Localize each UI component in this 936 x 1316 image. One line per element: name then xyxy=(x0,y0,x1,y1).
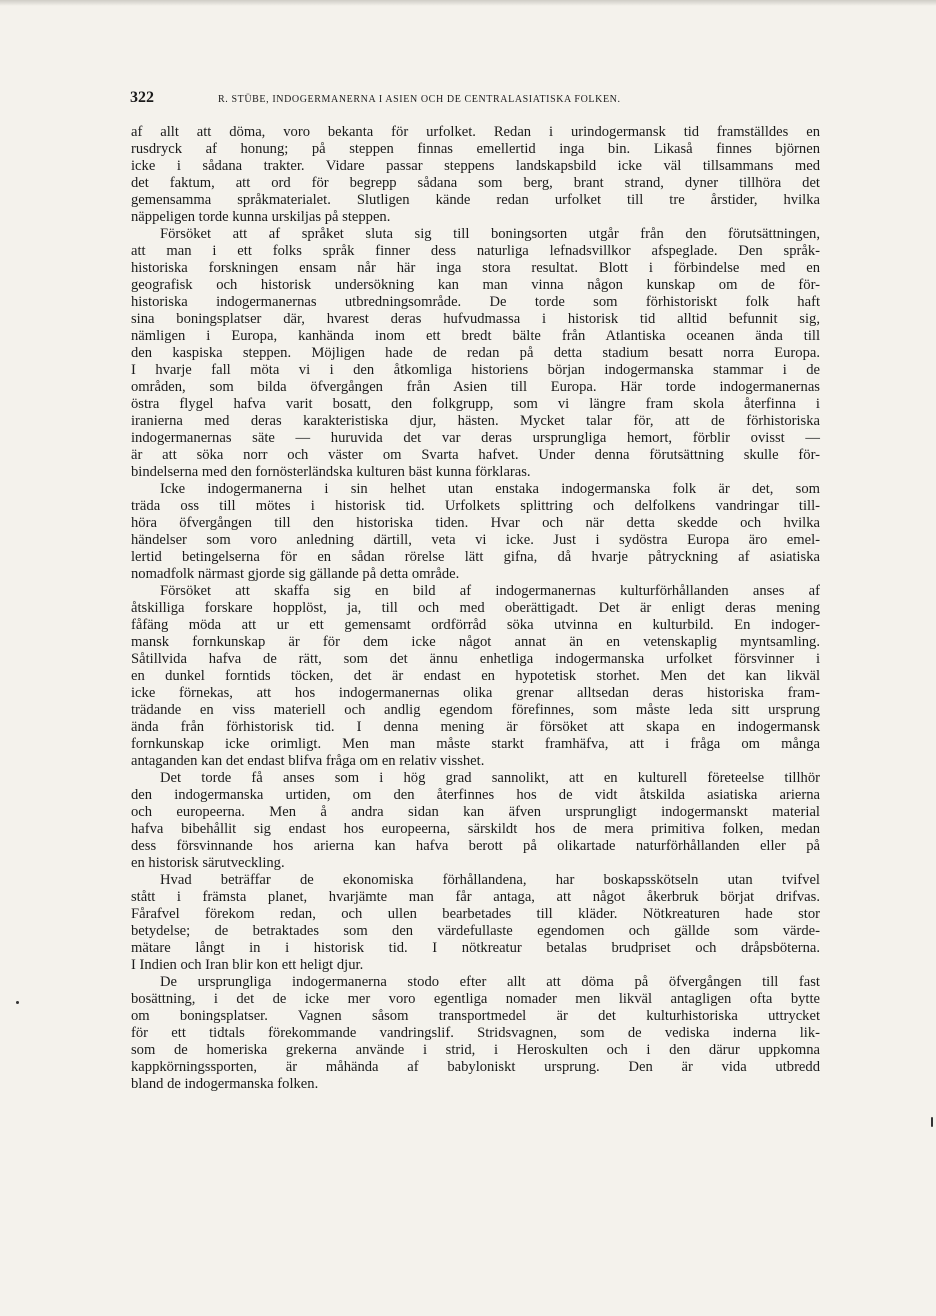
text-line: och europeerna. Men å andra sidan kan äfven ursprungligt indogermanskt material xyxy=(131,804,820,820)
text-line: fornkunskap icke orimligt. Men man måste starkt framhäfva, att i fråga om många xyxy=(131,736,820,752)
text-line: icke förnekas, att hos indogermanernas olika grenar alltsedan deras historiska fram- xyxy=(131,685,820,701)
text-line: antaganden kan det endast blifva fråga om en relativ visshet. xyxy=(131,753,485,769)
text-line: icke i sådana trakter. Vidare passar steppens landskapsbild icke väl tillsammans med xyxy=(131,158,820,174)
text-line: åtskilliga forskare hopplöst, ja, till och med oberättigadt. Det är enligt deras mening xyxy=(131,600,820,616)
text-line: som de homeriska grekerna använde i strid, i Heroskulten och i den därur uppkomna xyxy=(131,1042,820,1058)
running-head: R. STÜBE, INDOGERMANERNA I ASIEN OCH DE CENTRALASIATISKA FOLKEN. xyxy=(218,94,621,105)
text-line: sina boningsplatser där, hvarest deras hufvudmassa i historisk tid alltid befunnit sig, xyxy=(131,311,820,327)
text-line: Hvad beträffar de ekonomiska förhållandena, har boskapsskötseln utan tvifvel xyxy=(160,872,820,888)
text-line: De ursprungliga indogermanerna stodo efter allt att döma på öfvergången till fast xyxy=(160,974,820,990)
text-line: Försöket att af språket sluta sig till boningsorten utgår från den förutsättningen, xyxy=(160,226,820,242)
text-line: träda oss till mötes i historisk tid. Urfolkets splittring och delfolkens vandringar till- xyxy=(131,498,820,514)
text-line: iranierna med deras karakteristiska djur, hästen. Mycket talar för, att de förhistoriska xyxy=(131,413,820,429)
scan-speck xyxy=(16,1001,19,1004)
text-line: Försöket att skaffa sig en bild af indogermanernas kulturförhållanden anses af xyxy=(160,583,820,599)
text-line: bosättning, i det de icke mer voro egentliga nomader men likväl antagligen ofta bytte xyxy=(131,991,820,1007)
text-line: näppeligen torde kunna urskiljas på steppen. xyxy=(131,209,391,225)
text-line: ända från förhistorisk tid. I denna mening är försöket att skapa en indogermansk xyxy=(131,719,820,735)
page-number: 322 xyxy=(130,89,154,106)
text-line: historiska indogermanernas utbredningsområde. De torde som förhistoriskt folk haft xyxy=(131,294,820,310)
text-line: I Indien och Iran blir kon ett heligt djur. xyxy=(131,957,364,973)
text-line: hafva bibehållit sig endast hos europeerna, särskildt hos de mera primitiva folken, medan xyxy=(131,821,820,837)
text-line: gemensamma språkmaterialet. Slutligen kände redan urfolket till tre årstider, hvilka xyxy=(131,192,820,208)
text-line: betydelse; de betraktades som den värdefullaste egendomen och gällde som värde- xyxy=(131,923,820,939)
text-line: en dunkel forntids töcken, det är endast en hypotetisk storhet. Men det kan likväl xyxy=(131,668,820,684)
text-line: nämligen i Europa, kanhända inom ett bredt bälte från Atlantiska oceanen ända till xyxy=(131,328,820,344)
text-line: om boningsplatser. Vagnen såsom transportmedel är det kulturhistoriska uttrycket xyxy=(131,1008,820,1024)
text-line: områden, som bilda öfvergången från Asien till Europa. Här torde indogermanernas xyxy=(131,379,820,395)
text-line: den indogermanska urtiden, om den återfinnes hos de vidt åtskilda asiatiska arierna xyxy=(131,787,820,803)
text-line: I hvarje fall möta vi i den åtkomliga historiens början indogermanska stammar i de xyxy=(131,362,820,378)
text-line: är att söka norr och väster om Svarta hafvet. Under denna förutsättning skulle för- xyxy=(131,447,820,463)
text-line: Det torde få anses som i hög grad sannolikt, att en kulturell företeelse tillhör xyxy=(160,770,820,786)
text-line: fåfäng möda att ur ett gemensamt ordförråd söka utvinna en kulturbild. En indoger- xyxy=(131,617,820,633)
text-line: geografisk och historisk undersökning kan man vinna någon kunskap om de för- xyxy=(131,277,820,293)
text-line: trädande en viss materiell och andlig egendom förefinnes, som måste leda sitt ursprung xyxy=(131,702,820,718)
text-line: rusdryck af honung; på steppen finnas emellertid inga bin. Likaså finnes björnen xyxy=(131,141,820,157)
text-line: en historisk särutveckling. xyxy=(131,855,285,871)
text-line: stått i främsta planet, hvarjämte man får antaga, att något åkerbruk börjat drifvas. xyxy=(131,889,820,905)
page-header xyxy=(130,89,820,109)
text-line: Fårafvel förekom redan, och ullen bearbetades till kläder. Nötkreaturen hade stor xyxy=(131,906,820,922)
text-line: för ett tidtals förekommande vandringslif. Stridsvagnen, som de vediska inderna lik- xyxy=(131,1025,820,1041)
scan-edge xyxy=(0,0,936,6)
text-line: Såtillvida hafva de rätt, som det ännu enhetliga indogermanska urfolket försvinner i xyxy=(131,651,820,667)
text-line: lertid betingelserna för en sådan rörelse lätt gifna, då hvarje påtryckning af asiatiska xyxy=(131,549,820,565)
text-line: indogermanernas säte — huruvida det var deras ursprungliga hemort, förblir ovisst — xyxy=(131,430,820,446)
text-line: bland de indogermanska folken. xyxy=(131,1076,319,1092)
text-line: dess försvinnande hos arierna kan hafva berott på olikartade naturförhållanden eller på xyxy=(131,838,820,854)
text-line: mätare långt in i historisk tid. I nötkreatur betalas brudpriset och dråpsböterna. xyxy=(131,940,820,956)
text-line: den kaspiska steppen. Möjligen hade de redan på detta stadium besatt norra Europa. xyxy=(131,345,820,361)
text-line: bindelserna med den fornösterländska kulturen bäst kunna förklaras. xyxy=(131,464,531,480)
text-line: östra flygel hafva varit bosatt, den folkgrupp, som vi längre fram skola återfinna i xyxy=(131,396,820,412)
text-line: det faktum, att ord för begrepp sådana som berg, brant strand, dyner tillhöra det xyxy=(131,175,820,191)
text-line: af allt att döma, voro bekanta för urfolket. Redan i urindogermansk tid framställdes en xyxy=(131,124,820,140)
scan-speck xyxy=(931,1117,933,1127)
body-text xyxy=(131,124,820,1093)
text-line: Icke indogermanerna i sin helhet utan enstaka indogermanska folk är det, som xyxy=(160,481,820,497)
text-line: att man i ett folks språk finner dess naturliga lefnadsvillkor afspeglade. Den språk- xyxy=(131,243,820,259)
text-line: höra öfvergången till den historiska tiden. Hvar och när detta skedde och hvilka xyxy=(131,515,820,531)
text-line: händelser som voro anledning därtill, veta vi icke. Just i sydöstra Europa äro emel- xyxy=(131,532,820,548)
text-line: mansk fornkunskap är för dem icke något annat än en vetenskaplig myntsamling. xyxy=(131,634,820,650)
text-line: historiska forskningen ensam når här inga stora resultat. Blott i förbindelse med en xyxy=(131,260,820,276)
text-line: nomadfolk närmast gjorde sig gällande på detta område. xyxy=(131,566,460,582)
text-line: kappkörningssporten, är måhända af babyloniskt ursprung. Den är vida utbredd xyxy=(131,1059,820,1075)
